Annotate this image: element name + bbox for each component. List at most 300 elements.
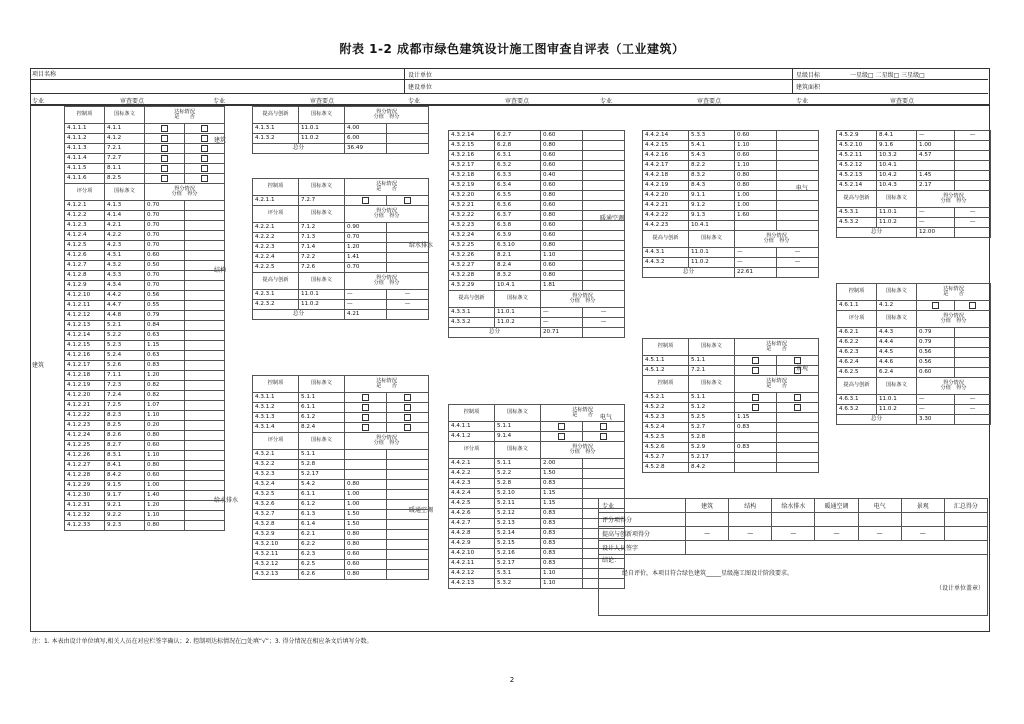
score-got[interactable] <box>387 134 429 144</box>
checkbox-icon[interactable] <box>794 367 801 374</box>
score-got[interactable] <box>185 521 225 531</box>
total-got[interactable] <box>955 415 991 425</box>
standard-clause: 5.1.1 <box>495 459 541 469</box>
check-yes[interactable] <box>145 144 185 154</box>
check-yes[interactable] <box>735 403 777 413</box>
summary-cell[interactable] <box>686 513 729 527</box>
score-got[interactable] <box>583 131 625 141</box>
standard-clause: 9.1.2 <box>689 201 735 211</box>
checkbox-icon[interactable] <box>558 433 565 440</box>
score-got[interactable] <box>185 321 225 331</box>
checkbox-icon[interactable] <box>794 404 801 411</box>
standard-clause: 11.0.1 <box>689 248 735 258</box>
standard-clause: 7.2.4 <box>105 391 145 401</box>
score-value: — <box>541 308 583 318</box>
item-code: 4.6.2.4 <box>837 358 877 368</box>
score-got[interactable] <box>185 271 225 281</box>
score-value: 0.50 <box>145 261 185 271</box>
item-code: 4.4.3.1 <box>643 248 689 258</box>
checkbox-icon[interactable] <box>362 394 369 401</box>
summary-cell[interactable]: — <box>858 527 901 541</box>
score-got[interactable] <box>777 443 819 453</box>
check-yes[interactable] <box>735 366 777 376</box>
score-got[interactable]: — <box>387 300 429 310</box>
score-got[interactable] <box>185 341 225 351</box>
score-got[interactable] <box>185 281 225 291</box>
score-got[interactable] <box>955 328 991 338</box>
standard-clause: 5.2.5 <box>689 413 735 423</box>
checkbox-icon[interactable] <box>201 165 208 172</box>
check-no[interactable] <box>777 356 819 366</box>
check-no[interactable] <box>955 301 991 311</box>
score-got[interactable] <box>777 423 819 433</box>
score-got[interactable] <box>583 221 625 231</box>
summary-cell[interactable]: — <box>815 527 858 541</box>
score-value: 0.60 <box>917 368 955 378</box>
checkbox-icon[interactable] <box>794 357 801 364</box>
column-header: 国标条文 <box>299 179 345 196</box>
score-got[interactable] <box>387 530 429 540</box>
summary-head-major: 专业 <box>599 499 686 513</box>
review-table <box>642 338 819 473</box>
check-yes[interactable] <box>145 124 185 134</box>
standard-clause: 11.0.1 <box>877 395 917 405</box>
checkbox-icon[interactable] <box>794 394 801 401</box>
checkbox-icon[interactable] <box>161 145 168 152</box>
score-got[interactable] <box>387 500 429 510</box>
standard-clause: 5.2.8 <box>689 433 735 443</box>
score-got[interactable] <box>955 368 991 378</box>
score-got[interactable] <box>387 243 429 253</box>
standard-clause: 4.1.2 <box>105 134 145 144</box>
check-yes[interactable] <box>145 134 185 144</box>
checkbox-icon[interactable] <box>362 414 369 421</box>
score-got[interactable] <box>777 171 819 181</box>
checkbox-icon[interactable] <box>600 423 607 430</box>
score-got[interactable] <box>185 211 225 221</box>
standard-clause: 11.0.2 <box>299 300 345 310</box>
score-got[interactable] <box>185 371 225 381</box>
score-got[interactable] <box>387 490 429 500</box>
check-yes[interactable] <box>345 393 387 403</box>
check-no[interactable] <box>185 164 225 174</box>
score-got[interactable] <box>387 223 429 233</box>
total-got[interactable] <box>777 268 819 278</box>
checkbox-icon[interactable] <box>362 404 369 411</box>
score-got[interactable] <box>185 251 225 261</box>
column-header: 国标条文 <box>495 442 541 459</box>
score-got[interactable] <box>387 450 429 460</box>
score-got[interactable] <box>777 131 819 141</box>
score-got[interactable] <box>583 161 625 171</box>
score-got[interactable] <box>955 348 991 358</box>
score-got[interactable] <box>185 361 225 371</box>
checkbox-icon[interactable] <box>404 424 411 431</box>
check-no[interactable] <box>185 134 225 144</box>
checkbox-icon[interactable] <box>161 155 168 162</box>
major-hvac-2: 暖通空调 <box>600 215 625 222</box>
score-got[interactable] <box>185 411 225 421</box>
total-got[interactable] <box>387 310 429 320</box>
score-got[interactable] <box>185 201 225 211</box>
check-no[interactable] <box>777 393 819 403</box>
score-got[interactable] <box>185 501 225 511</box>
score-got[interactable] <box>185 391 225 401</box>
score-got[interactable] <box>387 470 429 480</box>
score-value: 0.83 <box>541 529 583 539</box>
checkbox-icon[interactable] <box>161 125 168 132</box>
score-value: 1.41 <box>345 253 387 263</box>
item-code: 4.5.1.1 <box>643 356 689 366</box>
score-got[interactable] <box>185 441 225 451</box>
standard-clause: 6.3.6 <box>495 201 541 211</box>
checkbox-icon[interactable] <box>404 414 411 421</box>
page-title: 附表 1-2 成都市绿色建筑设计施工图审查自评表（工业建筑） <box>339 42 685 56</box>
score-got[interactable] <box>955 181 991 191</box>
total-got[interactable] <box>387 144 429 154</box>
checkbox-icon[interactable] <box>201 135 208 142</box>
score-got[interactable] <box>777 141 819 151</box>
score-got[interactable] <box>777 463 819 473</box>
standard-clause: 8.2.2 <box>689 161 735 171</box>
score-got[interactable] <box>777 191 819 201</box>
column-header: 国标条文 <box>495 291 541 308</box>
score-got[interactable] <box>387 480 429 490</box>
checkbox-icon[interactable] <box>201 125 208 132</box>
score-value: 1.10 <box>145 411 185 421</box>
score-got[interactable] <box>955 358 991 368</box>
score-got[interactable] <box>185 481 225 491</box>
score-got[interactable] <box>185 491 225 501</box>
summary-head-building: 建筑 <box>686 499 729 513</box>
checkbox-icon[interactable] <box>752 357 759 364</box>
score-got[interactable] <box>583 261 625 271</box>
score-value: 1.50 <box>345 510 387 520</box>
checkbox-icon[interactable] <box>201 145 208 152</box>
score-got[interactable] <box>583 141 625 151</box>
summary-cell[interactable]: — <box>772 527 815 541</box>
score-got[interactable] <box>583 479 625 489</box>
score-value: 0.63 <box>145 351 185 361</box>
score-got[interactable] <box>955 338 991 348</box>
summary-cell[interactable] <box>729 513 772 527</box>
major-header-5: 专业 <box>796 98 809 105</box>
score-got[interactable] <box>583 241 625 251</box>
check-no[interactable] <box>387 196 429 206</box>
summary-cell[interactable] <box>901 513 944 527</box>
column-header: 达标情况 <box>376 377 397 384</box>
standard-clause: 4.3.3 <box>105 271 145 281</box>
score-got[interactable] <box>185 291 225 301</box>
score-value: 0.83 <box>145 361 185 371</box>
summary-head-total: 汇总得分 <box>944 499 987 513</box>
item-code: 4.1.2.17 <box>65 361 105 371</box>
checkbox-icon[interactable] <box>404 404 411 411</box>
score-got[interactable] <box>387 570 429 580</box>
score-got[interactable] <box>387 560 429 570</box>
summary-cell[interactable]: — <box>901 527 944 541</box>
column-header: 得分情况 <box>376 108 397 115</box>
score-got[interactable] <box>387 510 429 520</box>
score-got[interactable] <box>185 431 225 441</box>
score-got[interactable]: — <box>387 290 429 300</box>
column-header: 得分情况 <box>376 274 397 281</box>
score-value: 0.83 <box>735 423 777 433</box>
summary-cell[interactable]: — <box>686 527 729 541</box>
score-got[interactable] <box>583 201 625 211</box>
item-code: 4.3.2.14 <box>449 131 495 141</box>
score-value <box>735 453 777 463</box>
column-header <box>345 107 429 124</box>
standard-clause: 11.0.1 <box>299 124 345 134</box>
score-got[interactable]: — <box>955 208 991 218</box>
standard-clause: 8.3.2 <box>689 171 735 181</box>
conclusion-label: 结论： <box>602 557 621 564</box>
checkbox-icon[interactable] <box>752 367 759 374</box>
item-code: 4.3.2.5 <box>253 490 299 500</box>
column-header: 控制项 <box>253 376 299 393</box>
checkbox-icon[interactable] <box>161 175 168 182</box>
check-no[interactable] <box>185 124 225 134</box>
item-code: 4.1.2.13 <box>65 321 105 331</box>
item-code: 4.1.2.26 <box>65 451 105 461</box>
item-code: 4.6.1.1 <box>837 301 877 311</box>
check-no[interactable] <box>387 413 429 423</box>
column-header: 得分情况 <box>174 185 195 192</box>
score-got[interactable]: — <box>955 395 991 405</box>
check-no[interactable] <box>777 366 819 376</box>
score-got[interactable]: — <box>955 218 991 228</box>
item-code: 4.3.2.6 <box>253 500 299 510</box>
check-no[interactable] <box>387 393 429 403</box>
score-got[interactable] <box>185 381 225 391</box>
score-got[interactable] <box>185 221 225 231</box>
total-got[interactable] <box>583 328 625 338</box>
item-code: 4.4.2.4 <box>449 489 495 499</box>
score-got[interactable] <box>583 459 625 469</box>
major-building-2: 建筑 <box>214 137 227 144</box>
score-got[interactable] <box>185 241 225 251</box>
column-header: 国标条文 <box>105 184 145 201</box>
checkbox-icon[interactable] <box>201 175 208 182</box>
score-got[interactable] <box>387 520 429 530</box>
summary-cell[interactable] <box>858 513 901 527</box>
check-yes[interactable] <box>145 174 185 184</box>
check-no[interactable] <box>185 144 225 154</box>
standard-clause: 6.2.3 <box>299 550 345 560</box>
score-value: 0.80 <box>345 540 387 550</box>
score-value: 2.17 <box>917 181 955 191</box>
score-got[interactable] <box>387 253 429 263</box>
score-got[interactable] <box>777 161 819 171</box>
build-unit-label: 建设单位 <box>408 84 433 91</box>
item-code: 4.3.2.17 <box>449 161 495 171</box>
score-got[interactable] <box>777 151 819 161</box>
score-got[interactable] <box>185 461 225 471</box>
score-got[interactable] <box>955 161 991 171</box>
score-got[interactable] <box>387 263 429 273</box>
score-got[interactable] <box>185 471 225 481</box>
total-value: 3.30 <box>917 415 955 425</box>
check-no[interactable] <box>185 174 225 184</box>
item-code: 4.3.2.25 <box>449 241 495 251</box>
standard-clause: 5.2.10 <box>495 489 541 499</box>
check-yes[interactable] <box>145 164 185 174</box>
standard-clause: 5.4.3 <box>689 151 735 161</box>
check-yes[interactable] <box>541 422 583 432</box>
score-got[interactable] <box>777 211 819 221</box>
checkbox-icon[interactable] <box>404 197 411 204</box>
item-code: 4.1.2.2 <box>65 211 105 221</box>
score-got[interactable] <box>777 453 819 463</box>
column-subheader: 是 否 <box>766 346 787 352</box>
score-got[interactable]: — <box>955 405 991 415</box>
score-got[interactable] <box>583 151 625 161</box>
score-got[interactable] <box>185 231 225 241</box>
score-got[interactable] <box>583 231 625 241</box>
score-value: 0.83 <box>541 559 583 569</box>
standard-clause: 5.2.9 <box>689 443 735 453</box>
score-got[interactable] <box>387 124 429 134</box>
standard-clause: 8.2.5 <box>105 174 145 184</box>
score-got[interactable] <box>387 233 429 243</box>
summary-cell[interactable] <box>772 513 815 527</box>
checkbox-icon[interactable] <box>404 394 411 401</box>
column-header: 得分情况 <box>943 379 964 386</box>
major-structure: 结构 <box>214 267 227 274</box>
checkbox-icon[interactable] <box>600 433 607 440</box>
score-got[interactable] <box>777 413 819 423</box>
score-got[interactable] <box>777 433 819 443</box>
score-value: 0.40 <box>541 171 583 181</box>
summary-sign-cell[interactable] <box>686 541 988 555</box>
score-got[interactable] <box>387 540 429 550</box>
score-got[interactable] <box>185 401 225 411</box>
standard-clause: 10.4.3 <box>877 181 917 191</box>
standard-clause: 6.3.5 <box>495 191 541 201</box>
checkbox-icon[interactable] <box>362 424 369 431</box>
standard-clause: 5.3.2 <box>495 579 541 589</box>
check-no[interactable] <box>777 403 819 413</box>
score-got[interactable] <box>777 221 819 231</box>
check-yes[interactable] <box>735 356 777 366</box>
check-yes[interactable] <box>735 393 777 403</box>
checkbox-icon[interactable] <box>752 404 759 411</box>
summary-cell[interactable]: — <box>729 527 772 541</box>
score-got[interactable] <box>955 151 991 161</box>
item-code: 4.5.2.2 <box>643 403 689 413</box>
check-yes[interactable] <box>345 413 387 423</box>
summary-cell[interactable] <box>944 513 987 527</box>
item-code: 4.1.2.21 <box>65 401 105 411</box>
review-header-1: 审查要点 <box>120 98 145 105</box>
score-got[interactable] <box>955 171 991 181</box>
item-code: 4.1.1.2 <box>65 134 105 144</box>
checkbox-icon[interactable] <box>161 165 168 172</box>
checkbox-icon[interactable] <box>932 302 939 309</box>
item-code: 4.4.1.1 <box>449 422 495 432</box>
score-got[interactable]: — <box>777 258 819 268</box>
score-value: 0.70 <box>145 281 185 291</box>
major-header-2: 专业 <box>213 98 226 105</box>
review-table <box>252 178 429 320</box>
check-no[interactable] <box>583 422 625 432</box>
item-code: 4.2.2.1 <box>253 223 299 233</box>
checkbox-icon[interactable] <box>201 155 208 162</box>
item-code: 4.1.2.27 <box>65 461 105 471</box>
score-got[interactable]: — <box>583 318 625 328</box>
score-got[interactable] <box>583 271 625 281</box>
check-yes[interactable] <box>145 154 185 164</box>
score-got[interactable] <box>955 141 991 151</box>
score-got[interactable] <box>583 469 625 479</box>
check-yes[interactable] <box>541 432 583 442</box>
item-code: 4.4.1.2 <box>449 432 495 442</box>
check-no[interactable] <box>185 154 225 164</box>
check-yes[interactable] <box>345 403 387 413</box>
score-got[interactable] <box>583 251 625 261</box>
score-got[interactable]: — <box>955 131 991 141</box>
score-got[interactable] <box>185 511 225 521</box>
score-got[interactable] <box>583 171 625 181</box>
score-got[interactable] <box>583 181 625 191</box>
check-yes[interactable] <box>917 301 955 311</box>
standard-clause: 5.2.8 <box>495 479 541 489</box>
check-yes[interactable] <box>345 196 387 206</box>
score-got[interactable] <box>185 261 225 271</box>
standard-clause: 4.4.4 <box>877 338 917 348</box>
score-value: 0.60 <box>541 131 583 141</box>
score-got[interactable] <box>185 301 225 311</box>
score-got[interactable] <box>185 451 225 461</box>
item-code: 4.4.2.9 <box>449 539 495 549</box>
score-got[interactable] <box>777 201 819 211</box>
checkbox-icon[interactable] <box>969 302 976 309</box>
score-got[interactable] <box>387 550 429 560</box>
summary-cell[interactable] <box>815 513 858 527</box>
score-value: 0.60 <box>541 221 583 231</box>
checkbox-icon[interactable] <box>362 197 369 204</box>
check-no[interactable] <box>583 432 625 442</box>
star-options[interactable]: 一星级□ 二星级□ 三星级□ <box>850 72 925 79</box>
checkbox-icon[interactable] <box>161 135 168 142</box>
score-got[interactable] <box>185 351 225 361</box>
item-code: 4.5.3.1 <box>837 208 877 218</box>
score-got[interactable] <box>185 331 225 341</box>
score-got[interactable] <box>777 181 819 191</box>
score-got[interactable]: — <box>777 248 819 258</box>
major-water: 给水排水 <box>214 497 239 504</box>
score-got[interactable] <box>185 421 225 431</box>
item-code: 4.5.2.8 <box>643 463 689 473</box>
score-got[interactable] <box>583 211 625 221</box>
score-got[interactable] <box>583 191 625 201</box>
score-got[interactable] <box>583 489 625 499</box>
check-no[interactable] <box>387 403 429 413</box>
total-got[interactable] <box>955 228 991 238</box>
score-got[interactable] <box>185 311 225 321</box>
checkbox-icon[interactable] <box>752 394 759 401</box>
check-yes[interactable] <box>345 423 387 433</box>
summary-cell[interactable] <box>944 527 987 541</box>
checkbox-icon[interactable] <box>558 423 565 430</box>
score-got[interactable] <box>387 460 429 470</box>
score-value: 0.60 <box>541 201 583 211</box>
check-no[interactable] <box>387 423 429 433</box>
standard-clause: 11.0.2 <box>495 318 541 328</box>
score-got[interactable] <box>583 281 625 291</box>
score-got[interactable]: — <box>583 308 625 318</box>
